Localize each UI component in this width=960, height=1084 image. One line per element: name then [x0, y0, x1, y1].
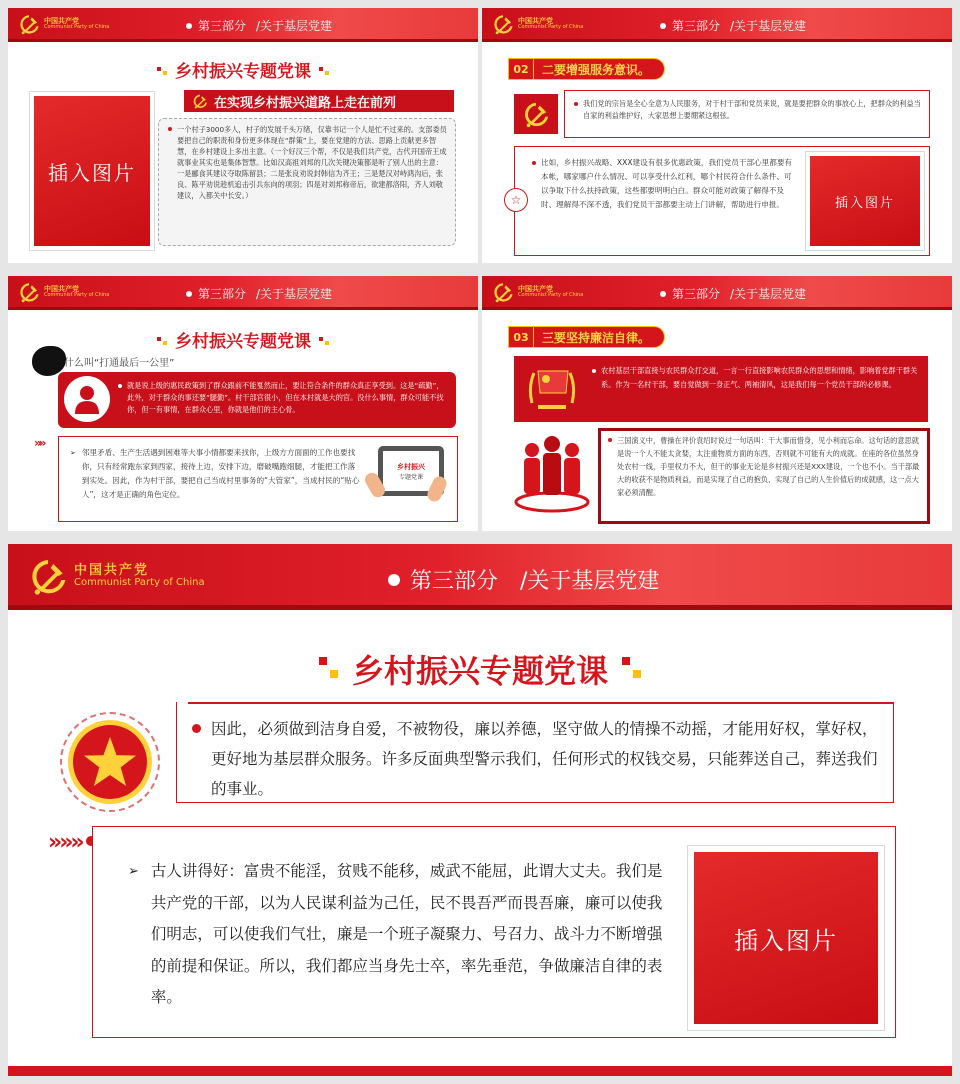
deco-square-icon — [319, 67, 323, 71]
arrow-bullet-icon: ➢ — [70, 449, 76, 457]
header-section — [186, 17, 332, 34]
hammer-sickle-icon — [28, 556, 68, 596]
point-tag — [508, 58, 665, 80]
tag-number: 02 — [508, 58, 534, 80]
party-logo — [492, 281, 583, 303]
para-1: 农村基层干部直接与农民群众打交道，一言一行直接影响农民群众的思想和情绪，影响着党群干群关系。作为一名村干部，要自觉做到一身正气、两袖清风，这是我们每一个党员干部的必修课。 — [592, 364, 922, 392]
image-placeholder[interactable]: 插入图片 — [806, 152, 924, 250]
brand-cn: 中国共产党 — [518, 16, 553, 25]
lesson-title: 乡村振兴专题党课 — [138, 326, 348, 352]
dot-icon — [388, 574, 400, 586]
star-badge-icon: ☆ — [504, 188, 528, 212]
section-label: 第三部分 — [198, 287, 247, 301]
slide-1 — [8, 8, 478, 263]
body-text: 一个村子3000多人，村子的发展千头万绪，仅靠书记一个人是忙不过来的。支部委员要把自己的职责和身份更多体现在“群策”上，要在党建的方法、思路上贡献更多智慧，在乡村建设上多出主意。（一个好汉三个帮，不仅是我们共产党，古代开国帝王成就事业其实也是集体智慧。比如汉高祖刘邦的几次关键决策都是听了别人出的主意：一是郦食其建议夺取陈留县；二是张良劝说封韩信为齐王；三是楚汉对峙鸿沟后，张良、陈平劝说趁机追击引兵东向的项羽；四是对刘邦称帝后，欲建都洛阳，齐人刘敬建议，入都关中长安。） — [168, 124, 450, 201]
section-label: 第三部分 — [672, 287, 721, 301]
section-subtitle: /关于基层党建 — [730, 19, 807, 33]
slide-3 — [8, 276, 478, 531]
deco-square-icon — [330, 670, 338, 678]
star-icon — [82, 735, 138, 789]
deco-square-icon — [163, 71, 167, 75]
section-label: 第三部分 — [410, 569, 499, 594]
slide-header — [8, 544, 952, 610]
slide-4 — [482, 276, 952, 531]
bullet-icon — [608, 438, 612, 442]
deco-square-icon — [319, 657, 327, 665]
slide-header — [482, 8, 952, 42]
party-logo — [492, 13, 583, 35]
deco-square-icon — [325, 71, 329, 75]
bullet-icon — [532, 161, 536, 165]
brand-cn: 中国共产党 — [44, 16, 79, 25]
bullet-icon — [592, 369, 596, 373]
hammer-sickle-icon — [492, 281, 514, 303]
slide-2 — [482, 8, 952, 263]
header-section — [388, 564, 659, 595]
person-icon — [73, 384, 101, 414]
para-1: 因此，必须做到洁身自爱，不被物役，廉以养德，坚守做人的情操不动摇，才能用好权，掌好权，更好地为基层群众服务。许多反面典型警示我们，任何形式的权钱交易，只能葬送自己，葬送我们的事业。 — [192, 714, 882, 804]
para-2: 比如，乡村振兴战略、XXX建设有很多优惠政策，我们党员干部心里都要有本帐，哪家哪户什么情况、可以享受什么红利，哪个村民符合什么条件、可以争取下什么扶持政策，这些都要明明白白。群众可能对政策了解得不及时、理解得不深不透，我们党员干部都要主动上门讲解，帮助进行申报。 — [532, 156, 792, 212]
team-people-icon — [512, 432, 592, 514]
section-subtitle: /关于基层党建 — [520, 569, 660, 594]
dot-icon — [660, 23, 666, 29]
party-flag-emblem — [522, 362, 582, 416]
para-2: ➢ 邻里矛盾、生产生活遇到困难等大事小情都要来找你，上级方方面面的工作也要找你，只有经常跑东家到西家，接待上边，安排下边，磨破嘴跑细腿，才能把工作落到实处。因此，作为村干部，要把自己当成村里事务的“大管家”，当成村民的“贴心人”，这才是正确的角色定位。 — [70, 446, 360, 502]
hammer-sickle-icon — [492, 13, 514, 35]
slide-header — [8, 276, 478, 310]
section-label: 第三部分 — [672, 19, 721, 33]
deco-square-icon — [319, 337, 323, 341]
para-2: ➢ 古人讲得好：富贵不能淫，贫贱不能移，威武不能屈，此谓大丈夫。我们是共产党的干部，以为人民谋利益为己任，民不畏吾严而畏吾廉，廉可以使我们明志，可以使我们气壮，廉是一个班子凝聚力、号召力、战斗力不断增强的前提和保证。所以，我们都应当身先士卒，率先垂范，争做廉洁自律的表率。 — [128, 856, 664, 1014]
team-illustration — [512, 432, 592, 514]
hammer-sickle-icon — [522, 100, 550, 128]
header-section — [660, 17, 806, 34]
brand-en: Communist Party of China — [44, 24, 110, 31]
deco-square-icon — [157, 67, 161, 71]
header-section — [186, 285, 332, 302]
frame-top-line — [188, 702, 893, 704]
dot-icon — [186, 291, 192, 297]
header-section — [660, 285, 806, 302]
chevron-icon: »» — [34, 436, 44, 450]
image-placeholder[interactable]: 插入图片 — [30, 92, 154, 250]
point-tag — [508, 326, 665, 348]
footer-bar — [8, 1066, 952, 1076]
tag-number: 03 — [508, 326, 534, 348]
bullet-icon — [192, 724, 201, 733]
brand-cn: 中国共产党 — [74, 562, 150, 578]
chevron-icon: »»» — [48, 830, 82, 855]
slide-5 — [8, 544, 952, 1076]
brand-cn: 中国共产党 — [44, 284, 79, 293]
party-flag-icon — [524, 363, 580, 415]
para-1: 我们党的宗旨是全心全意为人民服务，对于村干部和党员来说，就是要把群众的事放心上，把群众的利益当自家的利益维护好，大家思想上要绷紧这根弦。 — [574, 98, 922, 122]
para-2: 三国演义中，曹操在评价袁绍时说过一句话叫：干大事而惜身，见小利而忘命。这句话的意思就是说一个人不能太贪婪，太注重物质方面的东西，否则就不可能有大的成就。在座的各位虽然身处农村一线，手里权力不大，但干的事业无论是乡村振兴还是XXX建设，一个也不小。当干部最大的收获不是物质利益，而是实现了自己的抱负、实现了自己的人生价值后的成就感，这一点大家必须清醒。 — [608, 434, 920, 499]
section-label: 第三部分 — [198, 19, 247, 33]
slide-header — [8, 8, 478, 42]
brand-en: Communist Party of China — [518, 292, 584, 299]
avatar — [64, 376, 110, 422]
deco-square-icon — [633, 670, 641, 678]
slide-header — [482, 276, 952, 310]
emblem-box — [514, 94, 558, 134]
dot-icon — [660, 291, 666, 297]
party-logo — [18, 13, 109, 35]
bullet-icon — [168, 127, 172, 131]
section-subtitle: /关于基层党建 — [730, 287, 807, 301]
deco-square-icon — [157, 337, 161, 341]
tag-label: 二要增强服务意识。 — [534, 58, 665, 80]
deco-square-icon — [622, 657, 630, 665]
section-subtitle: /关于基层党建 — [256, 19, 333, 33]
para-1: 就是说上级的惠民政策到了群众跟前不能戛然而止，要让符合条件的群众真正享受到。这是“疏勤”，此外，对于群众的事还要“腿勤”。村干部官很小，但在本村就是大的官。没什么事情，群众可能不找你，但一有事情，在群众心里，你就是他们的主心骨。 — [118, 380, 448, 416]
hammer-sickle-icon — [192, 93, 208, 109]
star-emblem — [60, 712, 160, 812]
tablet-screen: 乡村振兴 专题党课 — [383, 451, 439, 491]
hammer-sickle-icon — [18, 13, 40, 35]
dot-icon — [186, 23, 192, 29]
deco-square-icon — [325, 341, 329, 345]
arrow-bullet-icon: ➢ — [128, 864, 139, 879]
lesson-title: 乡村振兴专题党课 — [138, 56, 348, 82]
party-logo — [18, 281, 109, 303]
banner: 在实现乡村振兴道路上走在前列 — [184, 90, 454, 112]
party-logo — [28, 556, 205, 596]
deco-square-icon — [163, 341, 167, 345]
brand-cn: 中国共产党 — [518, 284, 553, 293]
tag-label: 三要坚持廉洁自律。 — [534, 326, 665, 348]
brand-en: Communist Party of China — [44, 292, 110, 299]
question-text: 什么叫“打通最后一公里” — [64, 358, 175, 369]
brand-en: Communist Party of China — [518, 24, 584, 31]
brand-en: Communist Party of China — [74, 576, 205, 588]
section-subtitle: /关于基层党建 — [256, 287, 333, 301]
bullet-icon — [118, 384, 122, 388]
bullet-icon — [574, 102, 578, 106]
lesson-title: 乡村振兴专题党课 — [278, 646, 682, 692]
image-placeholder[interactable]: 插入图片 — [688, 846, 884, 1030]
hammer-sickle-icon — [18, 281, 40, 303]
